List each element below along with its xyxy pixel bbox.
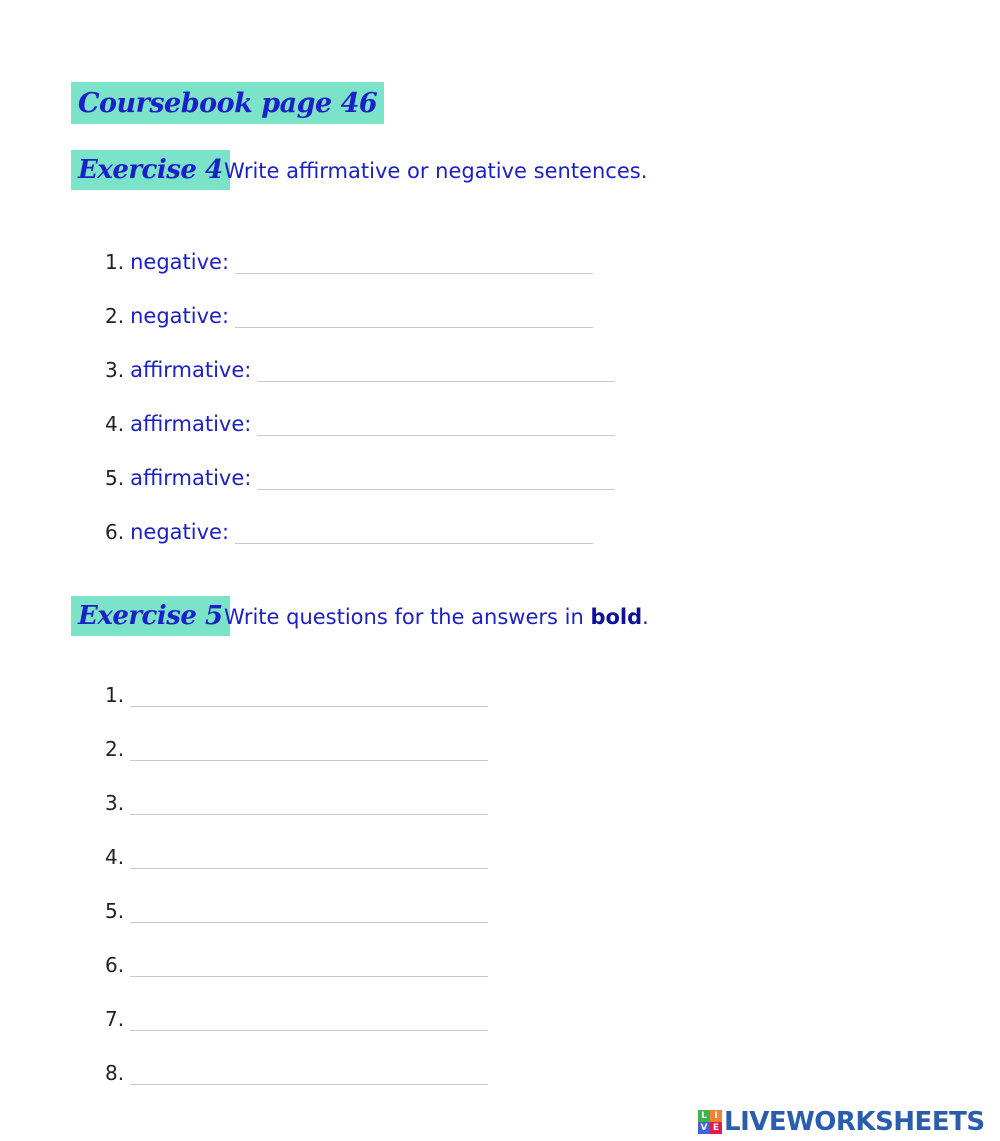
answer-input[interactable] xyxy=(130,788,488,815)
page-title-box xyxy=(71,82,384,124)
answer-input[interactable] xyxy=(130,842,488,869)
liveworksheets-logo xyxy=(698,1107,985,1137)
instruction-text: Write questions for the answers in xyxy=(224,605,591,629)
answer-input[interactable] xyxy=(130,734,488,761)
answer-input[interactable] xyxy=(235,247,593,274)
item-kind: negative: xyxy=(130,250,230,274)
item-kind: negative: xyxy=(130,304,230,328)
exercise-4-instruction: Write affirmative or negative sentences. xyxy=(224,159,648,183)
logo-letter: L xyxy=(698,1110,710,1122)
exercise-5-item xyxy=(105,785,488,815)
item-kind: affirmative: xyxy=(130,466,252,490)
answer-input[interactable] xyxy=(235,517,593,544)
exercise-5-item xyxy=(105,1001,488,1031)
item-kind: affirmative: xyxy=(130,412,252,436)
item-number: 3. xyxy=(105,358,125,382)
answer-input[interactable] xyxy=(235,301,593,328)
answer-input[interactable] xyxy=(130,896,488,923)
item-number: 6. xyxy=(105,953,125,977)
exercise-4-label-box xyxy=(71,150,230,190)
item-number: 4. xyxy=(105,845,125,869)
exercise-5-item xyxy=(105,839,488,869)
exercise-4-item xyxy=(105,352,615,382)
exercise-5-item xyxy=(105,947,488,977)
item-number: 1. xyxy=(105,683,125,707)
answer-input[interactable] xyxy=(130,680,488,707)
answer-input[interactable] xyxy=(130,1004,488,1031)
exercise-4-item xyxy=(105,460,615,490)
item-number: 1. xyxy=(105,250,125,274)
item-number: 4. xyxy=(105,412,125,436)
item-number: 7. xyxy=(105,1007,125,1031)
exercise-5-label: Exercise 5 xyxy=(78,601,223,631)
exercise-4-item xyxy=(105,514,593,544)
logo-mark-icon xyxy=(698,1110,722,1134)
item-number: 2. xyxy=(105,304,125,328)
answer-input[interactable] xyxy=(257,409,615,436)
item-number: 5. xyxy=(105,466,125,490)
exercise-4-label: Exercise 4 xyxy=(78,155,223,185)
logo-text: LIVEWORKSHEETS xyxy=(724,1107,985,1137)
exercise-4-item xyxy=(105,406,615,436)
item-kind: negative: xyxy=(130,520,230,544)
page-title: Coursebook page 46 xyxy=(78,87,378,119)
answer-input[interactable] xyxy=(130,950,488,977)
answer-input[interactable] xyxy=(257,355,615,382)
exercise-5-item xyxy=(105,731,488,761)
exercise-4-item xyxy=(105,244,593,274)
exercise-4-item xyxy=(105,298,593,328)
item-number: 2. xyxy=(105,737,125,761)
instruction-suffix: . xyxy=(642,605,649,629)
exercise-5-instruction xyxy=(224,605,649,629)
instruction-bold: bold xyxy=(590,605,643,629)
item-number: 3. xyxy=(105,791,125,815)
exercise-5-item xyxy=(105,1055,488,1085)
item-number: 8. xyxy=(105,1061,125,1085)
logo-letter: I xyxy=(710,1110,722,1122)
answer-input[interactable] xyxy=(130,1058,488,1085)
exercise-5-item xyxy=(105,893,488,923)
logo-letter: V xyxy=(698,1122,710,1134)
answer-input[interactable] xyxy=(257,463,615,490)
item-kind: affirmative: xyxy=(130,358,252,382)
item-number: 5. xyxy=(105,899,125,923)
exercise-5-item xyxy=(105,677,488,707)
logo-letter: E xyxy=(710,1122,722,1134)
item-number: 6. xyxy=(105,520,125,544)
exercise-5-label-box xyxy=(71,596,230,636)
